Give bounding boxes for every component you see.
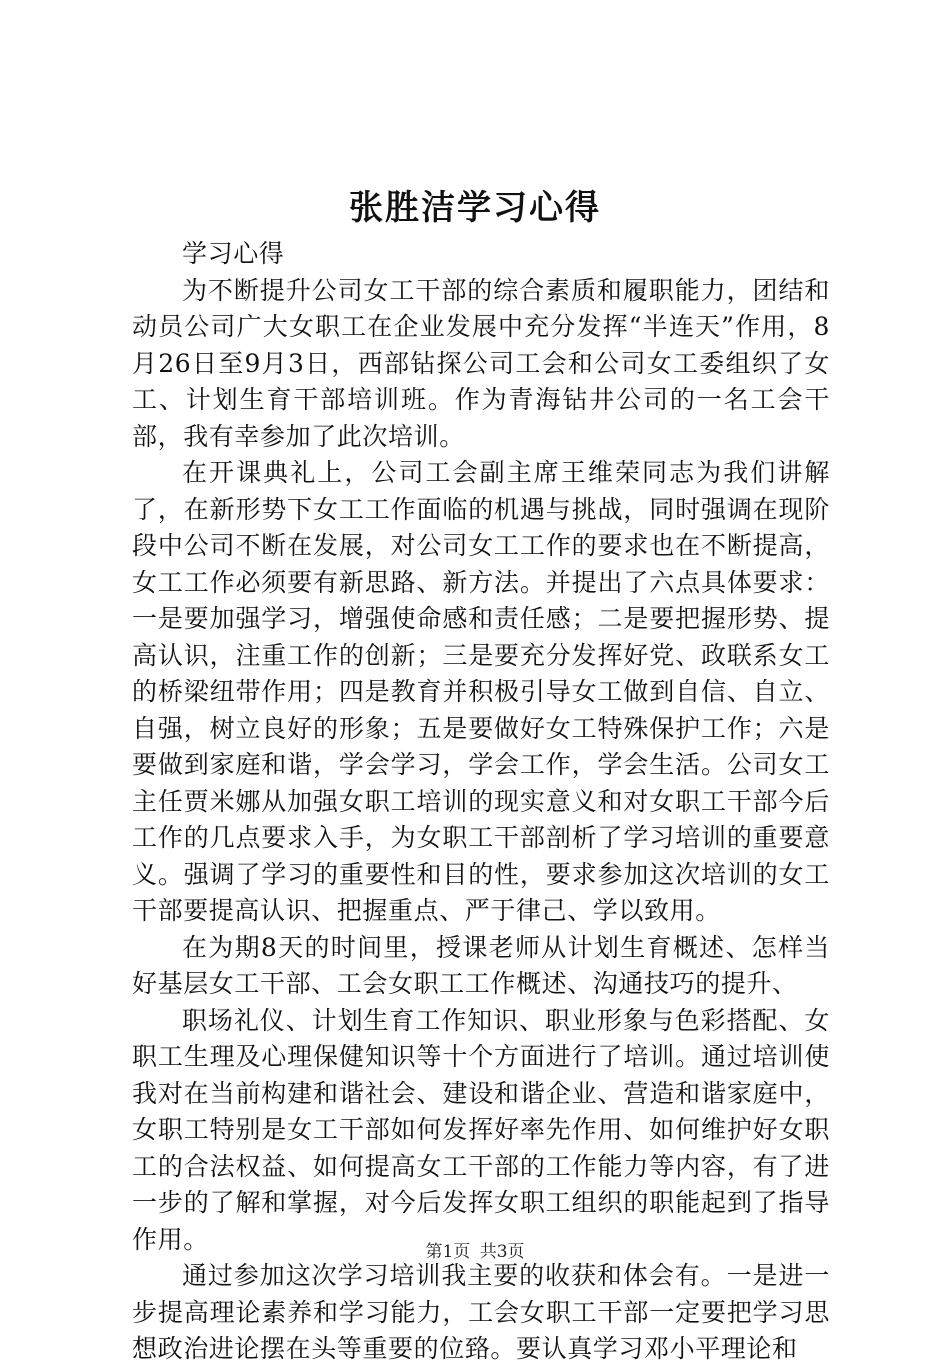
- document-body: [132, 236, 830, 1368]
- paragraph-opening-ceremony: 在开课典礼上，公司工会副主席王维荣同志为我们讲解了，在新形势下女工工作面临的机遇与挑战，同时强调在现阶段中公司不断在发展，对公司女工工作的要求也在不断提高，女工工作必须要有新思路、新方法。并提出了六点具体要求：一是要加强学习，增强使命感和责任感；二是要把握形势、提高认识，注重工作的创新；三是要充分发挥好党、政联系女工的桥梁纽带作用；四是教育并积极引导女工做到自信、自立、自强，树立良好的形象；五是要做好女工特殊保护工作；六是要做到家庭和谐，学会学习，学会工作，学会生活。公司女工主任贾米娜从加强女职工培训的现实意义和对女职工干部今后工作的几点要求入手，为女职工干部剖析了学习培训的重要意义。强调了学习的重要性和目的性，要求参加这次培训的女工干部要提高认识、把握重点、严于律己、学以致用。: [132, 458, 830, 925]
- document-title: 张胜洁学习心得: [349, 188, 601, 228]
- page-number: 第1页: [425, 1242, 471, 1262]
- paragraph-course-topics: 在为期8天的时间里，授课老师从计划生育概述、怎样当好基层女工干部、工会女职工工作概述、沟通技巧的提升、: [132, 932, 830, 998]
- paragraph-gains: 通过参加这次学习培训我主要的收获和体会有。一是进一步提高理论素养和学习能力，工会女职工干部一定要把学习思想政治进论摆在头等重要的位臵。要认真学习邓小平理论和: [132, 1261, 830, 1363]
- paragraph-intro: 为不断提升公司女工干部的综合素质和履职能力，团结和动员公司广大女职工在企业发展中充分发挥“半连天”作用，8月26日至9月3日，西部钻探公司工会和公司女工委组织了女工、计划生育干部培训班。作为青海钻井公司的一名工会干部，我有幸参加了此次培训。: [132, 275, 830, 451]
- page-footer: [0, 1240, 950, 1264]
- paragraph-training-results: 职场礼仪、计划生育工作知识、职业形象与色彩搭配、女职工生理及心理保健知识等十个方面进行了培训。通过培训使我对在当前构建和谐社会、建设和谐企业、营造和谐家庭中，女职工特别是女工干部如何发挥好率先作用、如何维护好女职工的合法权益、如何提高女工干部的工作能力等内容，有了进一步的了解和掌握，对今后发挥女职工组织的职能起到了指导作用。: [132, 1005, 830, 1254]
- page-total: 共3页: [479, 1242, 525, 1262]
- paragraph-subheading: 学习心得: [182, 239, 285, 268]
